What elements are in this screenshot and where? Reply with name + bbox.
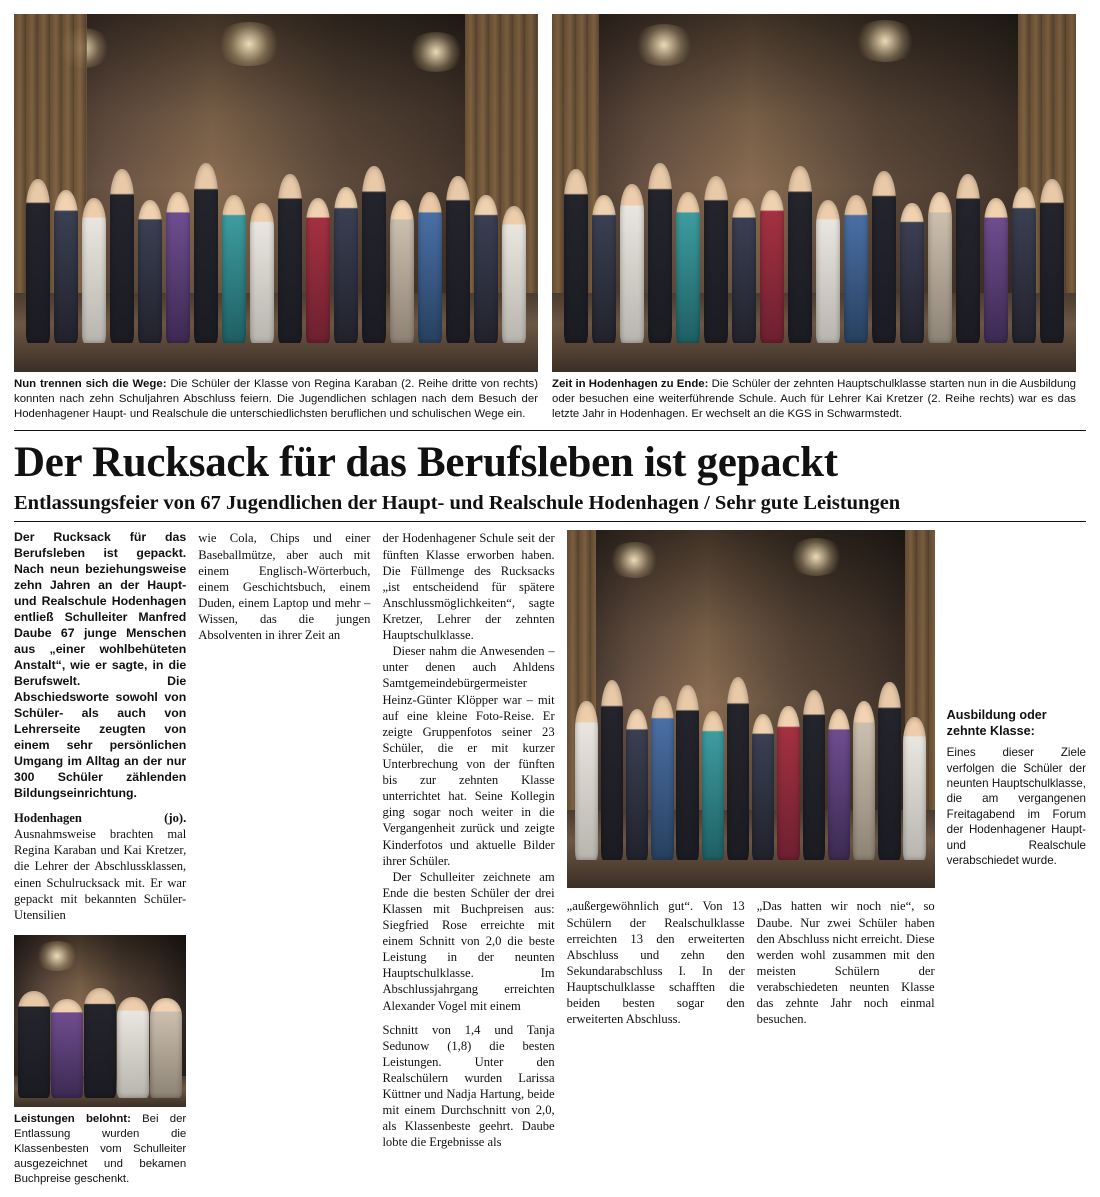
article-column-1 <box>14 530 186 1187</box>
caption-bottom-left-text: Bei der Entlassung wurden die Klassenbesten vom Schulleiter ausgezeichnet und bekamen Buchpreise geschenkt. <box>14 1112 187 1186</box>
sidebar-text: Eines dieser Ziele verfolgen die Schüler der neunten Hauptschulklasse, die am vergangenen Freitagabend im Forum der Hodenhagener Haupt- und Realschule verabschiedet wurde. <box>946 746 1086 867</box>
sidebar-heading: Ausbildung oder zehnte Klasse: <box>946 708 1047 738</box>
page-subtitle: Entlassungsfeier von 67 Jugendlichen der Haupt- und Realschule Hodenhagen / Sehr gute Leistungen <box>14 491 901 514</box>
paragraph-4: „außergewöhnlich gut“. Von 13 Schülern der Realschulklasse erreichten 13 den erweiterten Abschluss und zehn den Sekundarabschluss I. In der Hauptschulklasse schafften die beiden besten sogar den erweiterten Abschluss. <box>566 899 745 1027</box>
paragraph-1 <box>14 810 186 923</box>
article-column-4 <box>567 898 745 1027</box>
paragraph-5: „Das hatten wir noch nie“, so Daube. Nur zwei Schüler haben den Abschluss nicht erreicht. Diese werden wohl zusammen mit den meisten Schülern der verabschiedeten neunten Klasse das zehnte Jahr noch einmal besuchen. <box>756 899 935 1027</box>
caption-bottom-left <box>14 1112 186 1187</box>
article-body <box>0 530 1100 1197</box>
paragraph-2c: Dieser nahm die Anwesenden – unter denen auch Ahldens Samtgemeindebürgermeister Heinz-Günter Klöpper war – mit auf eine kleine Foto-Reise. Er zeigte Gruppenfotos seiner 23 Schüler, die er mit kurzer Unterbrechung von der fünften bis zur zehnten Klasse unterrichtet hat. Seine Kollegin ging sogar noch weiter in die Vergangenheit zurück und zeigte Kinderfotos und aktuelle Bilder ihrer Schüler. <box>382 644 555 868</box>
photo-class-hauptschule-10 <box>552 14 1076 372</box>
sidebar-column <box>947 530 1086 1187</box>
headline-rule <box>14 521 1086 522</box>
caption-top-right-text: Die Schüler der zehnten Hauptschulklasse starten nun in die Ausbildung oder besuchen eine weiterführende Schule. Auch für Lehrer Kai Kretzer (2. Reihe rechts) war es das letzte Jahr in Hodenhagen. Er wechselt an die KGS in Schwarmstedt. <box>552 378 1076 421</box>
paragraph-2b: der Hodenhagener Schule seit der fünften Klasse erworben haben. Die Füllmenge des Rucksacks „ist entscheidend für spätere Anschlussmöglichkeiten“, sagte Kretzer, Lehrer der zehnten Hauptschulklasse. <box>382 531 555 643</box>
paragraph-2a: wie Cola, Chips und einer Baseballmütze, aber auch mit einem Englisch-Wörterbuch, einem Geschichtsbuch, einem Duden, einem Laptop und mehr – Wissen, das die jungen Absolventen in ihrer Zeit an <box>198 531 371 643</box>
article-column-2 <box>198 530 370 1187</box>
paragraph-3: Schnitt von 1,4 und Tanja Sedunow (1,8) die besten Leistungen. Unter den Realschülern wurden Larissa Küttner und Nadja Hartung, beide mit einem Durchschnitt von 2,0, als Klassenbeste geehrt. Daube lobte die Ergebnisse als <box>382 1022 555 1150</box>
top-left-photo-block <box>14 14 538 422</box>
article-column-3 <box>382 530 554 1187</box>
lead-paragraph: Der Rucksack für das Berufsleben ist gepackt. Nach neun beziehungsweise zehn Jahren an der Haupt- und Realschule Hodenhagen entließ Schulleiter Manfred Daube 67 junge Menschen aus „einer wohlbehüteten Anstalt“, wie er sagte, in die Berufswelt. Die Abschiedsworte sowohl von Schüler- als auch von Lehrerseite zeugten von einem sehr persönlichen Umgang im Alltag an der nur 300 Schüler zählenden Bildungseinrichtung. <box>14 530 187 801</box>
caption-top-left-lead: Nun trennen sich die Wege: <box>14 378 167 390</box>
paragraph-1-text: Ausnahmsweise brachten mal Regina Karaban und Kai Kretzer, die Lehrer der Abschlussklassen, einen Schulrucksack mit. Er war gepackt mit bekannten Schüler-Utensilien <box>14 827 187 922</box>
top-right-photo-block <box>552 14 1076 422</box>
article-column-5 <box>757 898 935 1027</box>
horizontal-rule <box>14 430 1086 431</box>
article-column-4-5-wrapper <box>567 530 935 1187</box>
caption-top-left-text: Die Schüler der Klasse von Regina Karaban (2. Reihe dritte von rechts) konnten nach zehn Schuljahren Abschluss feiern. Die Jugendlichen schlagen nach dem Besuch der Hodenhagener Haupt- und Realschule die unterschiedlichsten beruflichen und schulischen Wege ein. <box>14 378 538 421</box>
caption-top-right-lead: Zeit in Hodenhagen zu Ende: <box>552 378 709 390</box>
photo-klassenbeste <box>14 935 186 1107</box>
top-photo-row <box>0 0 1100 422</box>
photo-class-karaban <box>14 14 538 372</box>
caption-top-right <box>552 377 1076 422</box>
caption-top-left <box>14 377 538 422</box>
page-title: Der Rucksack für das Berufsleben ist gepackt <box>14 439 838 487</box>
paragraph-2d: Der Schulleiter zeichnete am Ende die besten Schüler der drei Klassen mit Buchpreisen aus: Siegfried Rose erreichte mit einem Schnitt von 2,0 die beste Leistung in der neunten Hauptschulklasse. Im Abschlussjahrgang erreichten Alexander Vogel mit einem <box>382 869 555 1013</box>
dateline: Hodenhagen (jo). <box>14 811 187 826</box>
caption-bottom-left-lead: Leistungen belohnt: <box>14 1112 131 1125</box>
photo-hauptschule-9 <box>567 530 935 888</box>
